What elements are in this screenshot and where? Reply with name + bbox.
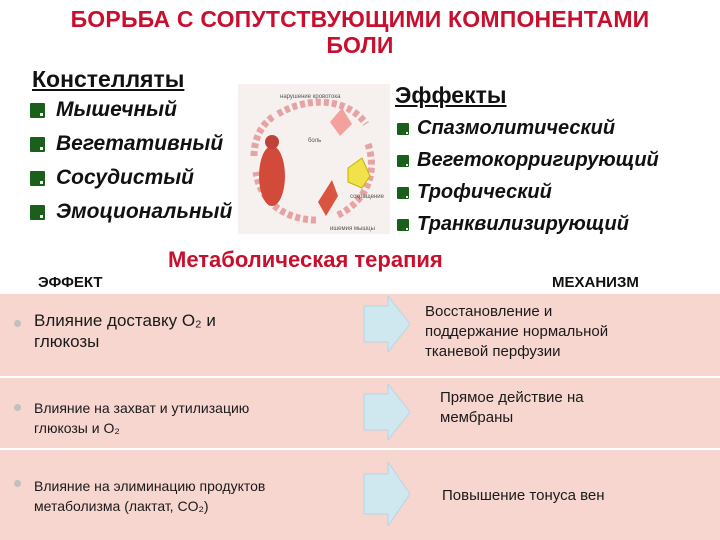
table-row <box>0 450 720 540</box>
constellate-item: Мышечный <box>30 96 232 130</box>
pain-cycle-diagram <box>238 84 390 234</box>
effect-item: Транквилизирующий <box>397 212 659 244</box>
square-bullet-icon <box>397 155 409 167</box>
square-bullet-icon <box>30 103 45 118</box>
round-bullet-icon <box>14 320 21 327</box>
effect-item: Спазмолитический <box>397 116 659 148</box>
round-bullet-icon <box>14 480 21 487</box>
slide-title-line2: БОЛИ <box>326 32 394 58</box>
caption-pain: боль <box>308 138 322 144</box>
mechanism-text: Восстановление и поддержание нормальной тканевой перфузии <box>425 303 609 360</box>
round-bullet-icon <box>14 404 21 411</box>
square-bullet-icon <box>30 171 45 186</box>
square-bullet-icon <box>397 187 409 199</box>
table-row <box>0 294 720 376</box>
mechanism-text: Повышение тонуса вен <box>442 487 605 504</box>
effect-item: Трофический <box>397 180 659 212</box>
caption-ischemia: ишемия мышцы <box>330 226 375 232</box>
constellate-item: Вегетативный <box>30 130 232 164</box>
constellate-item: Сосудистый <box>30 164 232 198</box>
effect-text: Влияние на элиминацию продуктов метаболизма (лактат, CO₂) <box>34 478 266 514</box>
mechanism-text: Прямое действие на мембраны <box>440 389 584 426</box>
slide-title <box>0 6 720 58</box>
metabolic-therapy-title: Метаболическая терапия <box>168 247 443 272</box>
caption-contraction: сокращение <box>350 194 384 200</box>
slide-title-line1: БОРЬБА С СОПУТСТВУЮЩИМИ КОМПОНЕНТАМИ <box>70 6 650 32</box>
cycle-arc-top <box>278 102 366 124</box>
effect-column-label: ЭФФЕКТ <box>38 274 103 291</box>
head-icon <box>265 135 279 149</box>
effect-item: Вегетокорригирующий <box>397 148 659 180</box>
square-bullet-icon <box>30 205 45 220</box>
mechanism-column-label: МЕХАНИЗМ <box>552 274 639 291</box>
arrow-right-icon <box>360 462 412 526</box>
effects-list <box>397 116 659 244</box>
arrow-right-icon <box>360 384 412 440</box>
effect-text: Влияние доставку O₂ и глюкозы <box>34 311 216 351</box>
constellates-heading: Констелляты <box>32 66 185 92</box>
arrow-right-icon <box>360 296 412 352</box>
pain-cycle-illustration <box>238 84 390 234</box>
constellate-item: Эмоциональный <box>30 198 232 232</box>
constellates-list <box>30 96 232 232</box>
square-bullet-icon <box>397 219 409 231</box>
effects-heading: Эффекты <box>395 82 507 108</box>
square-bullet-icon <box>30 137 45 152</box>
effect-text: Влияние на захват и утилизацию глюкозы и O₂ <box>34 400 250 436</box>
square-bullet-icon <box>397 123 409 135</box>
table-row <box>0 378 720 448</box>
muscle-figure-icon <box>259 146 285 206</box>
muscle-fiber-icon <box>318 180 338 216</box>
caption-blood-flow: нарушение кровотока <box>280 94 341 100</box>
